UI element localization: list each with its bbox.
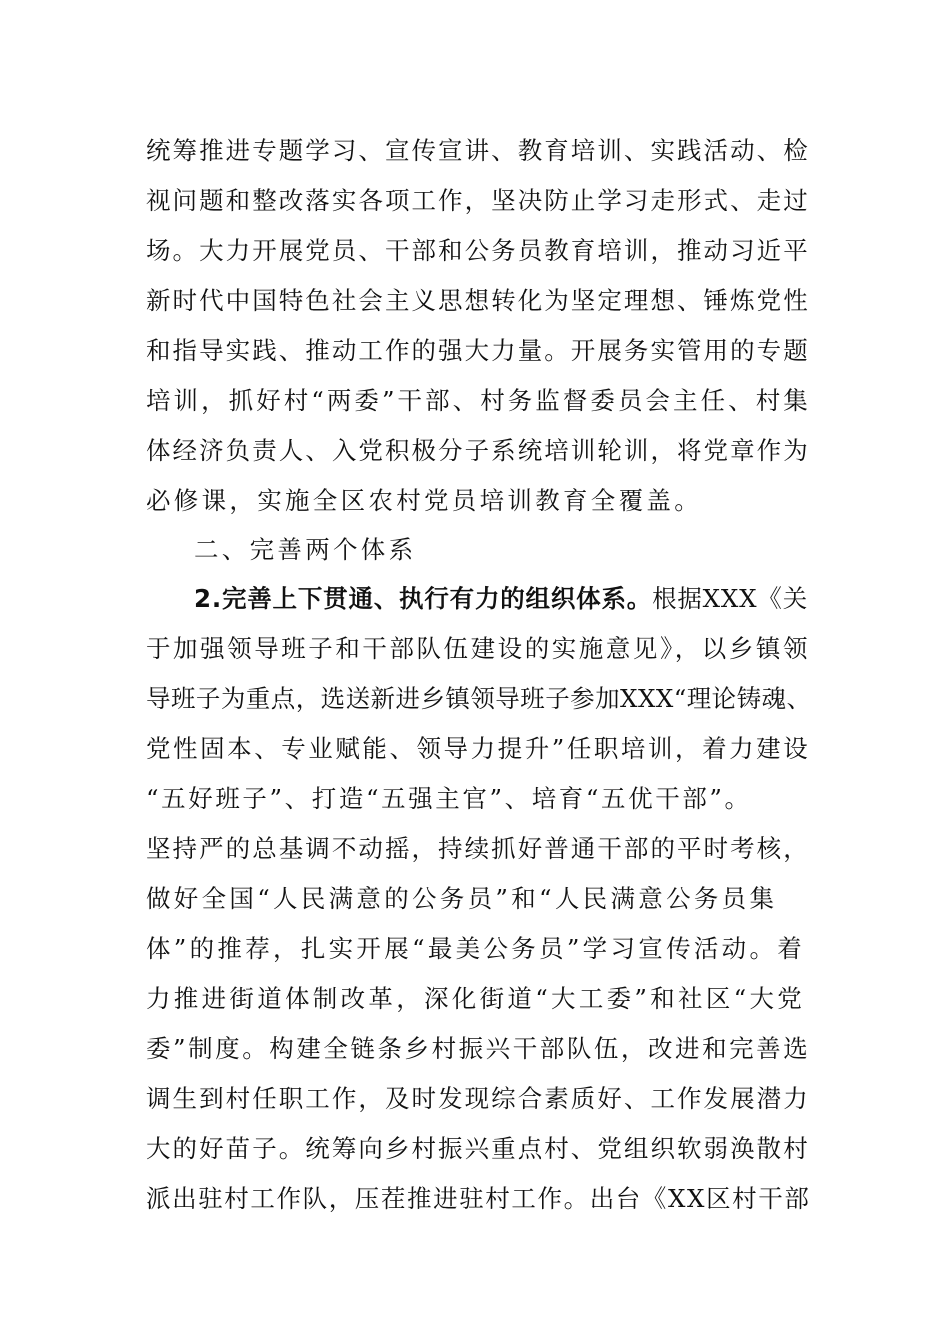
subsection-first-text: 根据XXX《关 <box>652 584 808 613</box>
subsection-title: 2.完善上下贯通、执行有力的组织体系。 <box>194 584 653 613</box>
subsection-first-line <box>194 574 808 624</box>
paragraph-line: 必修课，实施全区农村党员培训教育全覆盖。 <box>146 486 702 515</box>
paragraph-line: 于加强领导班子和干部队伍建设的实施意见》，以乡镇领 <box>146 634 810 663</box>
paragraph-line: 体经济负责人、入党积极分子系统培训轮训，将党章作为 <box>146 436 810 465</box>
paragraph-line: 导班子为重点，选送新进乡镇领导班子参加XXX“理论铸魂、 <box>146 684 812 713</box>
paragraph-line: 视问题和整改落实各项工作，坚决防止学习走形式、走过 <box>146 186 810 215</box>
paragraph-line: 委”制度。构建全链条乡村振兴干部队伍，改进和完善选 <box>146 1034 811 1063</box>
paragraph-line: 新时代中国特色社会主义思想转化为坚定理想、锤炼党性 <box>146 286 810 315</box>
paragraph-line: 大的好苗子。统筹向乡村振兴重点村、党组织软弱涣散村 <box>146 1134 810 1163</box>
paragraph-line: 调生到村任职工作，及时发现综合素质好、工作发展潜力 <box>146 1084 810 1113</box>
paragraph-line: 场。大力开展党员、干部和公务员教育培训，推动习近平 <box>146 236 810 265</box>
paragraph-line: 体”的推荐，扎实开展“最美公务员”学习宣传活动。着 <box>146 934 806 963</box>
paragraph-line: 派出驻村工作队，压茬推进驻村工作。出台《XX区村干部 <box>146 1184 811 1213</box>
paragraph-line: 统筹推进专题学习、宣传宣讲、教育培训、实践活动、检 <box>146 136 810 165</box>
paragraph-line: 坚持严的总基调不动摇，持续抓好普通干部的平时考核， <box>146 834 810 863</box>
paragraph-line: 培训，抓好村“两委”干部、村务监督委员会主任、村集 <box>146 386 811 415</box>
paragraph-line: 力推进街道体制改革，深化街道“大工委”和社区“大党 <box>146 984 806 1013</box>
paragraph-line: “五好班子”、打造“五强主官”、培育“五优干部”。 <box>146 784 752 813</box>
paragraph-line: 和指导实践、推动工作的强大力量。开展务实管用的专题 <box>146 336 810 365</box>
paragraph-line: 党性固本、专业赋能、领导力提升”任职培训，着力建设 <box>146 734 811 763</box>
paragraph-line: 做好全国“人民满意的公务员”和“人民满意公务员集 <box>146 884 778 913</box>
section-heading: 二、完善两个体系 <box>194 535 417 564</box>
